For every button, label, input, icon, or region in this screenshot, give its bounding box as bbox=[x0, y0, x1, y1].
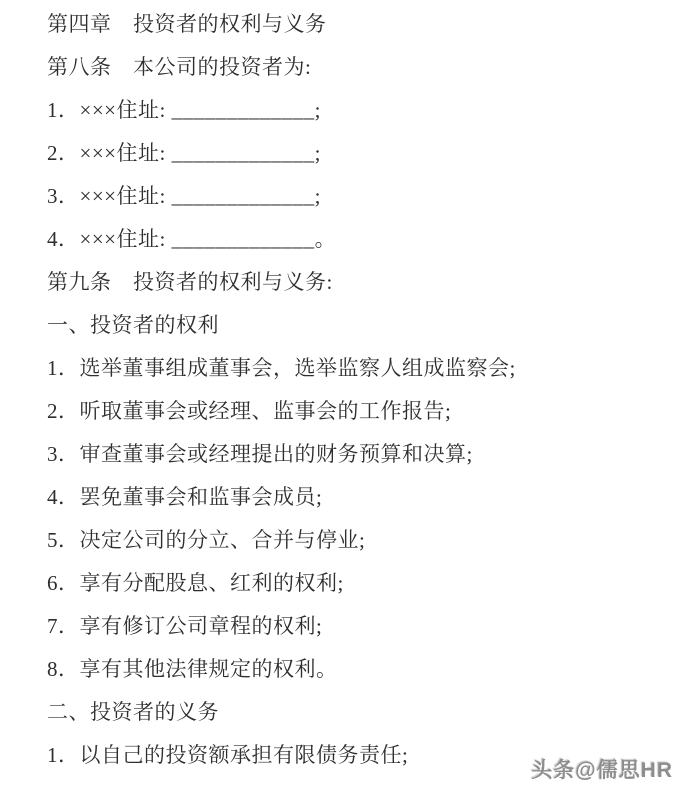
section-rights-heading: 一、投资者的权利 bbox=[47, 313, 219, 337]
right-item-5: 5．决定公司的分立、合并与停业; bbox=[47, 528, 366, 552]
right-item-1: 1．选举董事组成董事会，选举监察人组成监察会; bbox=[47, 356, 516, 380]
right-item-2: 2．听取董事会或经理、监事会的工作报告; bbox=[47, 399, 452, 423]
right-item-8: 8．享有其他法律规定的权利。 bbox=[47, 657, 338, 681]
watermark-label: 头条@儒思HR bbox=[531, 759, 673, 782]
investor-address-line-2: 2．×××住址: _____________; bbox=[47, 141, 321, 165]
article-9-heading: 第九条 投资者的权利与义务: bbox=[47, 270, 333, 294]
article-8-heading: 第八条 本公司的投资者为: bbox=[47, 55, 312, 79]
right-item-7: 7．享有修订公司章程的权利; bbox=[47, 614, 323, 638]
section-obligations-heading: 二、投资者的义务 bbox=[47, 700, 219, 724]
investor-address-line-1: 1．×××住址: _____________; bbox=[47, 98, 321, 122]
right-item-4: 4．罢免董事会和监事会成员; bbox=[47, 485, 323, 509]
watermark bbox=[531, 754, 673, 784]
obligation-item-1: 1．以自己的投资额承担有限债务责任; bbox=[47, 743, 409, 767]
chapter-heading: 第四章 投资者的权利与义务 bbox=[47, 12, 327, 36]
investor-address-line-3: 3．×××住址: _____________; bbox=[47, 184, 321, 208]
investor-address-line-4: 4．×××住址: _____________。 bbox=[47, 227, 337, 251]
right-item-6: 6．享有分配股息、红利的权利; bbox=[47, 571, 344, 595]
right-item-3: 3．审查董事会或经理提出的财务预算和决算; bbox=[47, 442, 473, 466]
